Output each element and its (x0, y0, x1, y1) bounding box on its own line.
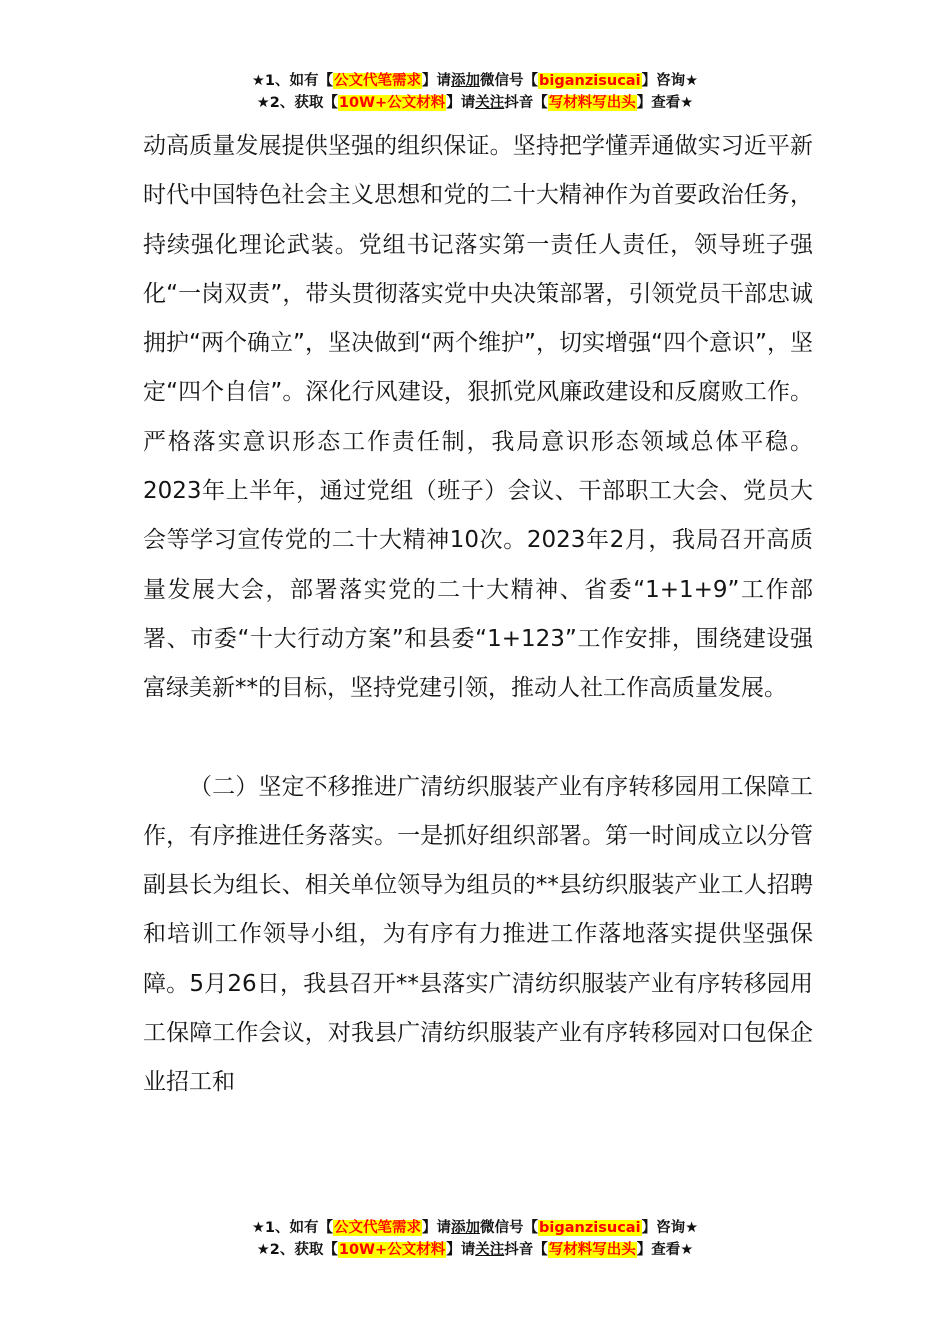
highlight-douyin-account: 写材料写出头 (548, 95, 636, 111)
notice-line-2: ★2、获取【10W+公文材料】请关注抖音【写材料写出头】查看★ (256, 95, 694, 111)
highlight-douyin-account: 写材料写出头 (548, 1242, 636, 1258)
header-notice (0, 70, 950, 114)
highlight-service: 公文代笔需求 (334, 1220, 422, 1236)
notice-line-1: ★1、如有【公文代笔需求】请添加微信号【biganzisucai】咨询★ (251, 73, 699, 89)
body-paragraph-1: 动高质量发展提供坚强的组织保证。坚持把学懂弄通做实习近平新时代中国特色社会主义思想和党的二十大精神作为首要政治任务，持续强化理论武装。党组书记落实第一责任人责任，领导班子强化“一岗双责”，带头贯彻落实党中央决策部署，引领党员干部忠诚拥护“两个确立”，坚决做到“两个维护”，切实增强“四个意识”，坚定“四个自信”。深化行风建设，狠抓党风廉政建设和反腐败工作。严格落实意识形态工作责任制，我局意识形态领域总体平稳。2023年上半年，通过党组（班子）会议、干部职工大会、党员大会等学习宣传党的二十大精神10次。2023年2月，我局召开高质量发展大会，部署落实党的二十大精神、省委“1+1+9”工作部署、市委“十大行动方案”和县委“1+123”工作安排，围绕建设强富绿美新**的目标，坚持党建引领，推动人社工作高质量发展。 (143, 133, 813, 702)
document-body (143, 122, 813, 1108)
body-paragraph-2: （二）坚定不移推进广清纺织服装产业有序转移园用工保障工作，有序推进任务落实。一是抓好组织部署。第一时间成立以分管副县长为组长、相关单位领导为组员的**县纺织服装产业工人招聘和培训工作领导小组，为有序有力推进工作落地落实提供坚强保障。5月26日，我县召开**县落实广清纺织服装产业有序转移园用工保障工作会议，对我县广清纺织服装产业有序转移园对口包保企业招工和 (143, 773, 813, 1096)
highlight-service: 公文代笔需求 (334, 73, 422, 89)
highlight-wechat-id: biganzisucai (539, 1220, 641, 1236)
highlight-wechat-id: biganzisucai (539, 73, 641, 89)
highlight-materials: 10W+公文材料 (338, 95, 446, 111)
notice-line-1: ★1、如有【公文代笔需求】请添加微信号【biganzisucai】咨询★ (251, 1220, 699, 1236)
highlight-materials: 10W+公文材料 (338, 1242, 446, 1258)
footer-notice (0, 1217, 950, 1261)
notice-line-2: ★2、获取【10W+公文材料】请关注抖音【写材料写出头】查看★ (256, 1242, 694, 1258)
